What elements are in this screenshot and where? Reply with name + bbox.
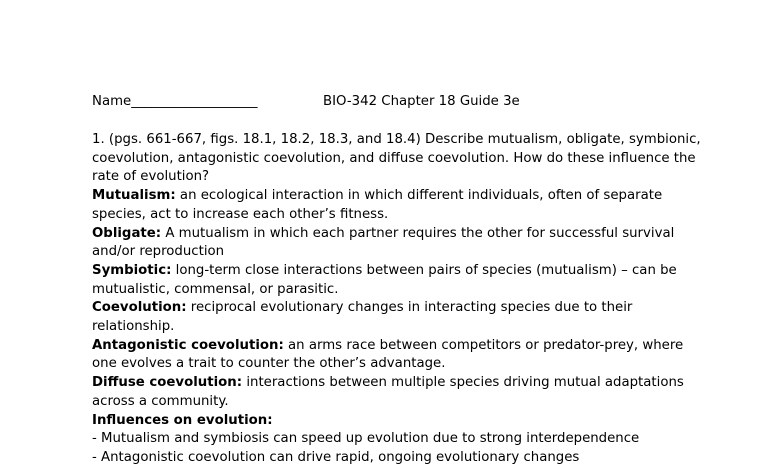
definition-diffuse-coevolution (92, 374, 702, 411)
document-body (92, 131, 702, 468)
definition-coevolution (92, 299, 702, 336)
term-definition: an ecological interaction in which different individuals, often of separate species, act to increase each other’s fitness. (92, 188, 663, 222)
influence-item: - Antagonistic coevolution can drive rapid, ongoing evolutionary changes (92, 449, 580, 465)
term-label: Antagonistic coevolution: (92, 337, 284, 353)
term-label: Coevolution: (92, 300, 187, 316)
term-definition: an arms race between competitors or predator-prey, where one evolves a trait to counter the other’s advantage. (92, 337, 684, 372)
definition-antagonistic-coevolution (92, 337, 702, 374)
course-title: BIO-342 Chapter 18 Guide 3e (323, 94, 520, 109)
definition-symbiotic (92, 262, 702, 299)
name-field: Name___________________ (92, 94, 258, 109)
influences-heading: Influences on evolution: (92, 412, 273, 428)
term-label: Diffuse coevolution: (92, 375, 243, 391)
term-label: Symbiotic: (92, 262, 172, 278)
term-definition: A mutualism in which each partner requires the other for successful survival and/or reproduction (92, 225, 675, 260)
term-definition: long-term close interactions between pairs of species (mutualism) – can be mutualistic, commensal, or parasitic. (92, 262, 677, 297)
term-definition: reciprocal evolutionary changes in interacting species due to their relationship. (92, 300, 633, 335)
term-label: Obligate: (92, 225, 162, 241)
header-line (92, 93, 520, 111)
term-definition: interactions between multiple species driving mutual adaptations across a community. (92, 375, 684, 409)
definition-mutualism (92, 187, 702, 224)
term-label: Mutualism: (92, 188, 176, 204)
influence-item: - Mutualism and symbiosis can speed up evolution due to strong interdependence (92, 431, 640, 447)
definition-obligate (92, 225, 702, 262)
question-text: 1. (pgs. 661-667, figs. 18.1, 18.2, 18.3, and 18.4) Describe mutualism, obligate, symbionic, coevolution, antagonistic coevolution, and diffuse coevolution. How do these influence the rate of evolution? (92, 132, 701, 185)
